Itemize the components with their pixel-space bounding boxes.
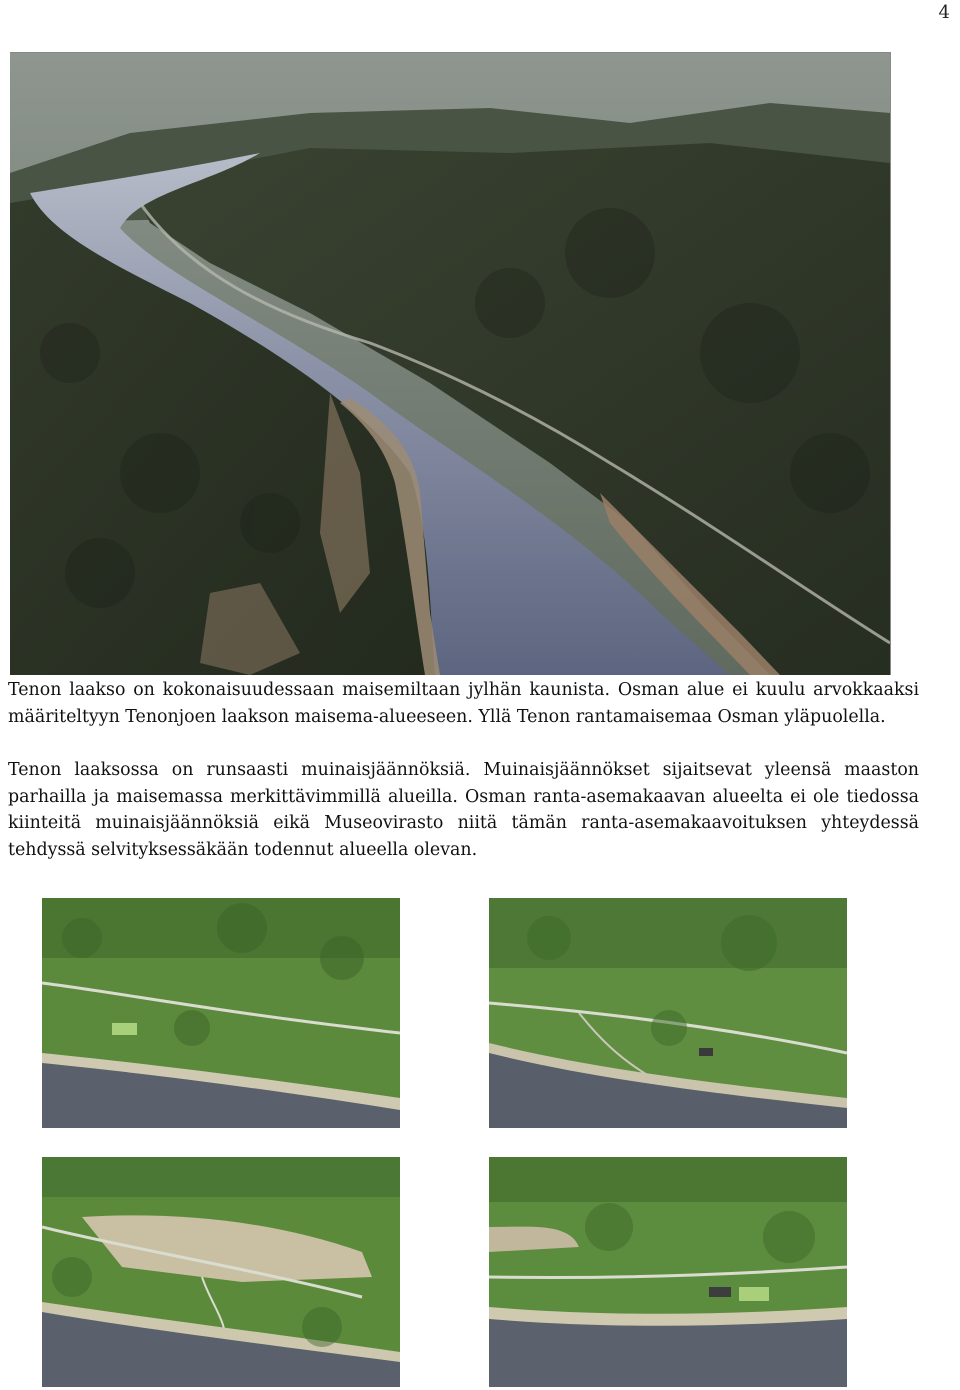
paragraph-relics: Tenon laaksossa on runsaasti muinaisjäännöksiä. Muinaisjäännökset sijaitsevat yleensä maaston parhailla ja maisemassa merkittävimmillä alueilla. Osman ranta-asemakaavan alueelta ei ole tiedossa kiinteitä muinaisjäännöksiä eikä Museovirasto niitä tämän ranta-asemakaavoituksen yhteydessä tehdyssä selvityksessäkään todennut alueella olevan. [8, 760, 919, 860]
river-valley-image [10, 53, 890, 675]
river-valley-aerial-photo [10, 52, 891, 675]
body-paragraph [8, 757, 919, 863]
page-number: 4 [938, 2, 950, 23]
shore-aerial-photo-2 [489, 898, 847, 1128]
shore-aerial-photo-4 [489, 1157, 847, 1387]
shore-aerial-photo-3 [42, 1157, 400, 1387]
paragraph-landscape: Tenon laakso on kokonaisuudessaan maisemiltaan jylhän kaunista. Osman alue ei kuulu arvokkaaksi määriteltyyn Tenonjoen laakson maisema-alueeseen. Yllä Tenon rantamaisemaa Osman yläpuolella. [8, 680, 919, 727]
caption-paragraph [8, 677, 919, 730]
shore-aerial-photo-1 [42, 898, 400, 1128]
